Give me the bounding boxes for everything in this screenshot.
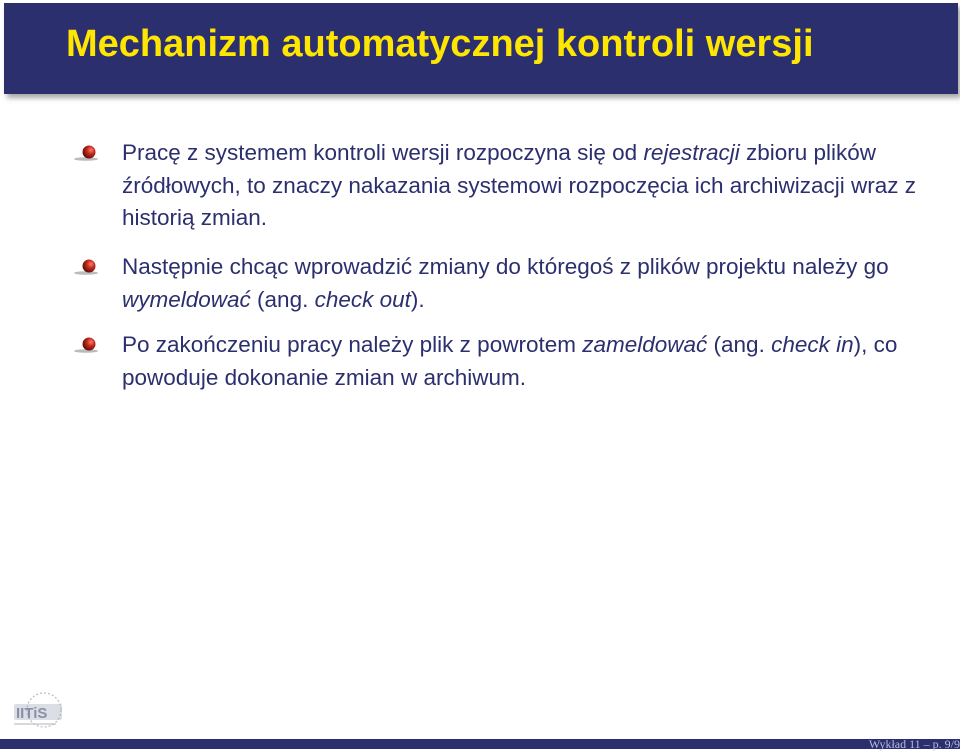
footer-bar [0,739,960,749]
institute-logo [8,690,68,734]
bullet-item-3 [122,329,922,394]
bullet-ball-icon [73,145,99,161]
svg-text:IITiS: IITiS [16,705,48,722]
page-number: Wykład 11 – p. 9/9 [868,737,960,751]
page-title: Mechanizm automatycznej kontroli wersji [66,23,814,65]
bullet-item-1 [122,137,922,235]
bullet-ball-icon [73,259,99,275]
title-bar [4,3,958,94]
bullet-text-2: Następnie chcąc wprowadzić zmiany do któregoś z plików projektu należy go wymeldować (ang. check out). [122,254,889,312]
bullet-text-1: Pracę z systemem kontroli wersji rozpoczyna się od rejestracji zbioru plików źródłowych, to znaczy nakazania systemowi rozpoczęcia ich archiwizacji wraz z historią zmian. [122,140,917,230]
bullet-ball-icon [73,337,99,353]
bullet-item-2 [122,251,922,316]
bullet-text-3: Po zakończeniu pracy należy plik z powrotem zameldować (ang. check in), co powoduje dokonanie zmian w archiwum. [122,332,898,390]
